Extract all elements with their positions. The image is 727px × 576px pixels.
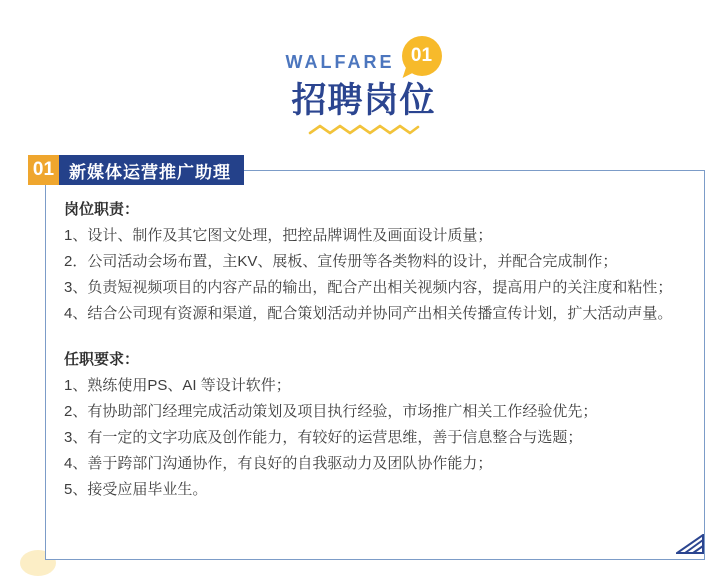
list-item: 4、善于跨部门沟通协作，有良好的自我驱动力及团队协作能力；	[64, 455, 493, 472]
list-item: 4、结合公司现有资源和渠道，配合策划活动并协同产出相关传播宣传计划，扩大活动声量。	[64, 305, 673, 322]
list-item: 5、接受应届毕业生。	[64, 481, 208, 498]
bubble-number: 01	[410, 45, 433, 66]
section-number-badge: 01	[28, 155, 59, 185]
bubble-tail-icon	[402, 68, 416, 82]
list-item: 3、负责短视频项目的内容产品的输出，配合产出相关视频内容，提高用户的关注度和粘性；	[64, 279, 673, 296]
list-item: 3、有一定的文字功底及创作能力，有较好的运营思维，善于信息整合与选题；	[64, 429, 583, 446]
job-detail-content	[46, 171, 704, 503]
list-item: 1、熟练使用PS、AI 等设计软件；	[64, 377, 291, 394]
responsibilities-heading: 岗位职责：	[64, 201, 140, 218]
section-title: 新媒体运营推广助理	[59, 155, 244, 185]
zigzag-underline-icon	[0, 123, 727, 141]
requirements-list	[64, 373, 682, 503]
hero-header	[0, 30, 727, 141]
responsibilities-list	[64, 223, 682, 327]
number-bubble	[402, 36, 442, 76]
list-item: 2．公司活动会场布置，主KV、展板、宣传册等各类物料的设计，并配合完成制作；	[64, 253, 618, 270]
corner-triangle-icon	[676, 534, 704, 559]
section-header	[28, 155, 244, 185]
brand-text: WALFARE	[285, 52, 395, 72]
job-detail-box	[45, 170, 705, 560]
page-title: 招聘岗位	[291, 81, 436, 120]
brand-row	[0, 30, 727, 74]
requirements-heading: 任职要求：	[64, 351, 140, 368]
list-item: 1、设计、制作及其它图文处理，把控品牌调性及画面设计质量；	[64, 227, 493, 244]
list-item: 2、有协助部门经理完成活动策划及项目执行经验，市场推广相关工作经验优先；	[64, 403, 598, 420]
